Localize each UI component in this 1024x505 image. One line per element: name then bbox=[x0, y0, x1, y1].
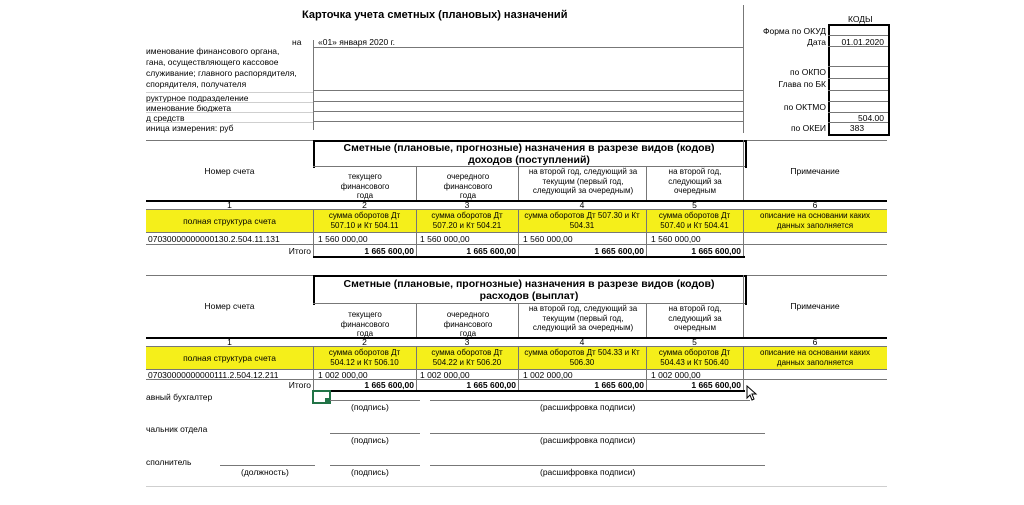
codes-date-value: 01.01.2020 bbox=[841, 37, 884, 47]
income-col-account: Номер счета bbox=[204, 166, 255, 176]
income-y3: сумма оборотов Дт 507.20 и Кт 504.21 bbox=[431, 211, 503, 230]
label-organ-kassa: гана, осуществляющего кассовое bbox=[146, 57, 279, 67]
label-structural-unit: руктурное подразделение bbox=[146, 93, 249, 103]
income-col-second-next: на второй год, следующий за очередным bbox=[668, 167, 722, 195]
card-date-text: «01» января 2020 г. bbox=[318, 37, 396, 47]
income-total-current[interactable]: 1 665 600,00 bbox=[364, 246, 414, 256]
label-recipient: спорядителя, получателя bbox=[146, 79, 247, 89]
expense-num-5: 5 bbox=[692, 337, 697, 347]
income-y6: описание на основании каких данных заполняется bbox=[760, 211, 870, 230]
income-num-1: 1 bbox=[227, 200, 232, 210]
label-unit: иница измерения: руб bbox=[146, 123, 234, 133]
card-title: Карточка учета сметных (плановых) назначений bbox=[302, 9, 568, 21]
executor-signature-caption: (подпись) bbox=[351, 467, 389, 477]
expense-y3: сумма оборотов Дт 504.22 и Кт 506.20 bbox=[431, 348, 503, 367]
expense-title-line1: Сметные (плановые, прогнозные) назначения в разрезе видов (кодов) bbox=[343, 278, 715, 290]
expense-value-next[interactable]: 1 002 000,00 bbox=[420, 370, 470, 380]
label-fin-organ: именование финансового органа, bbox=[146, 46, 280, 56]
label-date: Дата bbox=[807, 37, 826, 47]
codes-fund-value: 504.00 bbox=[858, 113, 884, 123]
expense-col-account: Номер счета bbox=[204, 301, 255, 311]
income-y5: сумма оборотов Дт 507.40 и Кт 504.41 bbox=[658, 211, 731, 230]
label-okpo: по ОКПО bbox=[790, 67, 826, 77]
expense-total-next[interactable]: 1 665 600,00 bbox=[466, 380, 516, 390]
income-col-note: Примечание bbox=[790, 166, 840, 176]
expense-col-next: очередного финансового года bbox=[443, 310, 493, 338]
label-budget-name: именование бюджета bbox=[146, 103, 232, 113]
expense-num-2: 2 bbox=[362, 337, 367, 347]
expense-y2: сумма оборотов Дт 504.12 и Кт 506.10 bbox=[328, 348, 401, 367]
income-total-second-next[interactable]: 1 665 600,00 bbox=[691, 246, 741, 256]
income-y2: сумма оборотов Дт 507.10 и Кт 504.11 bbox=[328, 211, 401, 230]
mouse-cursor-icon bbox=[746, 385, 758, 401]
expense-col-second: на второй год, следующий за текущим (первый год, следующий за очередным) bbox=[528, 304, 638, 332]
income-y4: сумма оборотов Дт 507.30 и Кт 504.31 bbox=[524, 211, 640, 230]
income-struct-label: полная структура счета bbox=[183, 216, 276, 226]
executor-position-caption: (должность) bbox=[241, 467, 289, 477]
fill-handle[interactable] bbox=[325, 398, 329, 402]
expense-num-4: 4 bbox=[579, 337, 585, 347]
expense-value-current[interactable]: 1 002 000,00 bbox=[318, 370, 368, 380]
label-okei: по ОКЕИ bbox=[790, 123, 826, 133]
expense-total-second-next[interactable]: 1 665 600,00 bbox=[691, 380, 741, 390]
expense-total-label: Итого bbox=[288, 380, 311, 390]
label-fund-type: д средств bbox=[146, 113, 185, 123]
income-value-current[interactable]: 1 560 000,00 bbox=[318, 234, 368, 244]
expense-col-note: Примечание bbox=[790, 301, 840, 311]
expense-struct-label: полная структура счета bbox=[183, 353, 276, 363]
income-total-label: Итого bbox=[288, 246, 311, 256]
income-num-5: 5 bbox=[692, 200, 697, 210]
label-glava-bk: Глава по БК bbox=[778, 79, 826, 89]
expense-value-second-next[interactable]: 1 002 000,00 bbox=[651, 370, 701, 380]
expense-account-number[interactable]: 07030000000000111.2.504.12.211 bbox=[148, 370, 279, 380]
dept-head-label: чальник отдела bbox=[146, 424, 208, 434]
expense-title-line2: расходов (выплат) bbox=[479, 290, 579, 302]
expense-num-1: 1 bbox=[227, 337, 232, 347]
expense-value-second[interactable]: 1 002 000,00 bbox=[523, 370, 573, 380]
income-title-line2: доходов (поступлений) bbox=[468, 154, 590, 166]
expense-num-3: 3 bbox=[464, 337, 470, 347]
label-service: служивание; главного распорядителя, bbox=[146, 68, 297, 78]
expense-y5: сумма оборотов Дт 504.43 и Кт 506.40 bbox=[658, 348, 731, 367]
income-total-second[interactable]: 1 665 600,00 bbox=[594, 246, 644, 256]
expense-total-current[interactable]: 1 665 600,00 bbox=[364, 380, 414, 390]
codes-header: КОДЫ bbox=[848, 14, 873, 24]
label-okud: Форма по ОКУД bbox=[763, 26, 826, 36]
income-title-line1: Сметные (плановые, прогнозные) назначения в разрезе видов (кодов) bbox=[343, 142, 715, 154]
head-decode-caption: (расшифровка подписи) bbox=[540, 435, 636, 445]
codes-okei-value: 383 bbox=[849, 123, 865, 133]
chief-decode-caption: (расшифровка подписи) bbox=[540, 402, 636, 412]
income-value-next[interactable]: 1 560 000,00 bbox=[420, 234, 470, 244]
income-num-3: 3 bbox=[464, 200, 470, 210]
income-account-number[interactable]: 07030000000000130.2.504.11.131 bbox=[148, 234, 280, 244]
income-total-next[interactable]: 1 665 600,00 bbox=[466, 246, 516, 256]
income-col-next: очередного финансового года bbox=[443, 172, 493, 200]
expense-y4: сумма оборотов Дт 504.33 и Кт 506.30 bbox=[524, 348, 640, 367]
chief-signature-caption: (подпись) bbox=[351, 402, 389, 412]
income-num-4: 4 bbox=[579, 200, 585, 210]
income-value-second[interactable]: 1 560 000,00 bbox=[523, 234, 573, 244]
income-num-2: 2 bbox=[362, 200, 367, 210]
expense-num-6: 6 bbox=[812, 337, 818, 347]
income-col-current: текущего финансового года bbox=[340, 172, 390, 200]
head-signature-caption: (подпись) bbox=[351, 435, 389, 445]
date-prefix-label: на bbox=[292, 37, 302, 47]
chief-accountant-label: авный бухгалтер bbox=[146, 392, 213, 402]
label-oktmo: по ОКТМО bbox=[783, 102, 826, 112]
income-value-second-next[interactable]: 1 560 000,00 bbox=[651, 234, 701, 244]
expense-col-second-next: на второй год, следующий за очередным bbox=[668, 304, 722, 332]
expense-col-current: текущего финансового года bbox=[340, 310, 390, 338]
executor-decode-caption: (расшифровка подписи) bbox=[540, 467, 636, 477]
income-col-second: на второй год, следующий за текущим (первый год, следующий за очередным) bbox=[528, 167, 638, 195]
executor-label: сполнитель bbox=[146, 457, 192, 467]
expense-total-second[interactable]: 1 665 600,00 bbox=[594, 380, 644, 390]
income-num-6: 6 bbox=[812, 200, 818, 210]
expense-y6: описание на основании каких данных заполняется bbox=[760, 348, 870, 367]
